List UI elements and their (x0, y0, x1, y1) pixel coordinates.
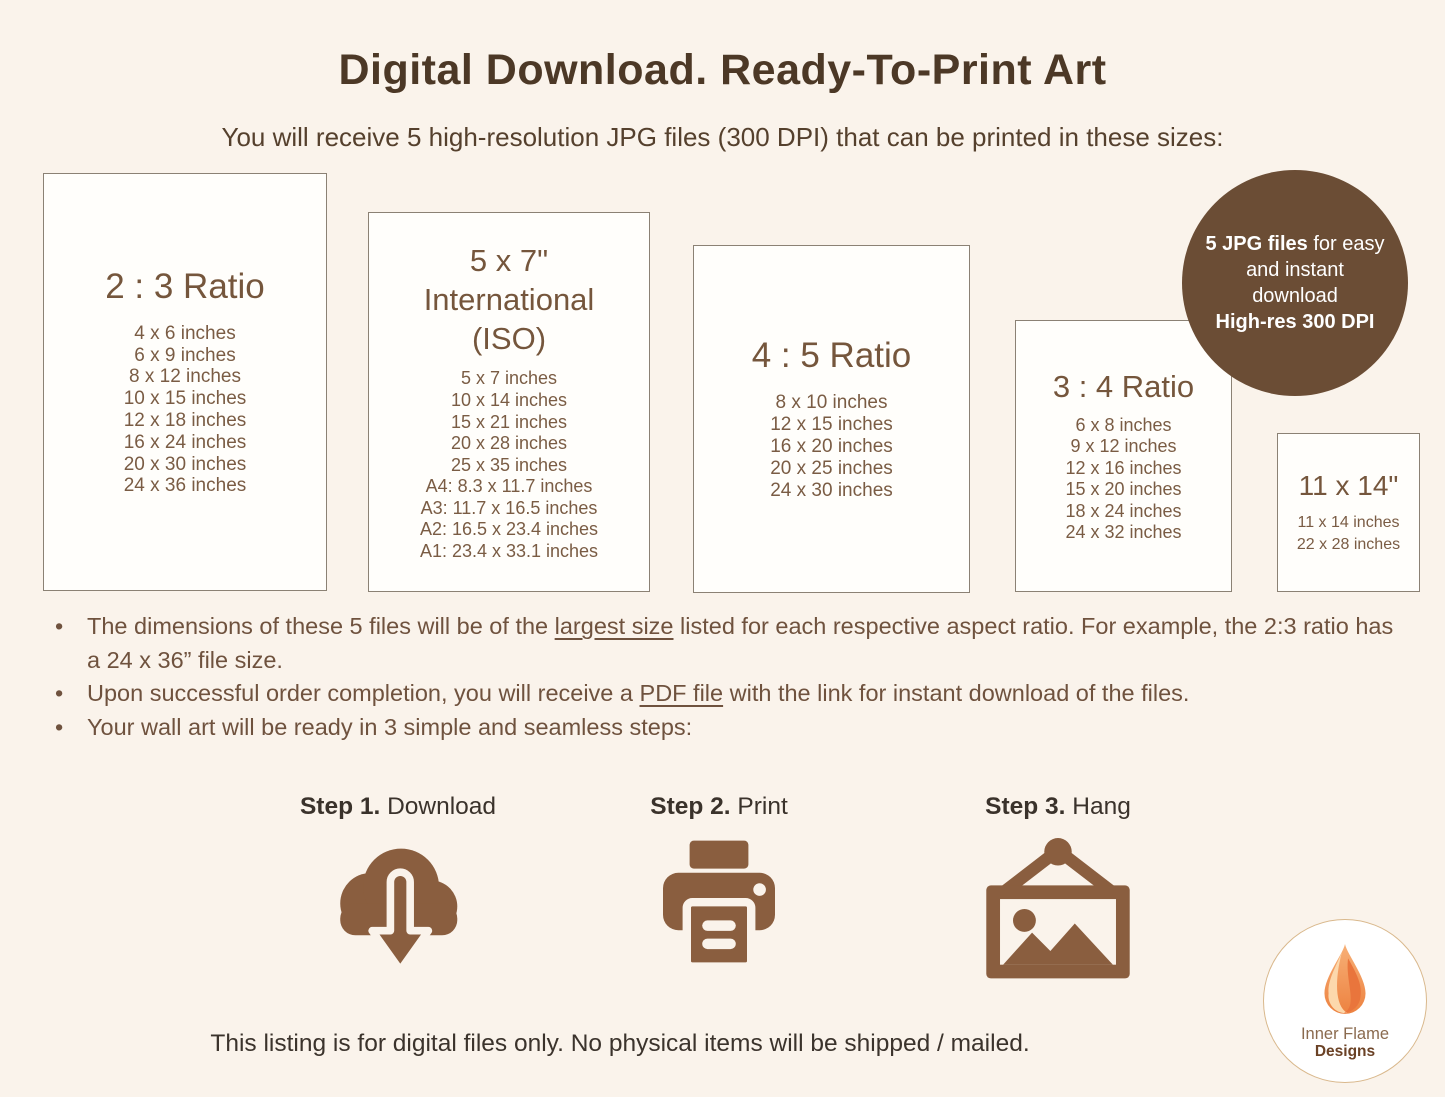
size-item: 15 x 21 inches (450, 411, 568, 432)
box-title: 3 : 4 Ratio (1052, 368, 1195, 404)
size-item: 25 x 35 inches (450, 454, 568, 475)
size-item: 11 x 14 inches (1297, 514, 1400, 531)
size-item: 12 x 15 inches (770, 414, 893, 435)
size-item: 8 x 12 inches (129, 366, 241, 388)
size-item: 22 x 28 inches (1296, 535, 1401, 553)
step-2-print (559, 793, 879, 980)
bullet-text (87, 610, 1400, 677)
size-item: 12 x 16 inches (1065, 457, 1182, 478)
bullet-text-post: with the link for instant download of the files. (723, 680, 1190, 706)
step-3-label (898, 793, 1218, 821)
step-3-hang (898, 793, 1218, 988)
badge-text (1202, 231, 1388, 335)
size-item: 20 x 30 inches (123, 453, 247, 475)
size-item: 24 x 32 inches (1065, 522, 1182, 542)
box-title: 4 : 5 Ratio (751, 336, 912, 375)
bullet-dot: • (55, 713, 64, 740)
size-item: 16 x 24 inches (123, 431, 247, 453)
size-item: 10 x 15 inches (123, 388, 247, 410)
size-item: 20 x 28 inches (450, 433, 568, 454)
bullet-text-pre: The dimensions of these 5 files will be of the (87, 613, 555, 639)
bullet-text-pre: Upon successful order completion, you will receive a (87, 680, 640, 706)
box-title (424, 241, 595, 358)
cloud-download-icon (238, 835, 558, 998)
brand-logo (1263, 919, 1427, 1083)
box-title-line: (ISO) (471, 321, 547, 357)
page-subtitle: You will receive 5 high-resolution JPG files (300 DPI) that can be printed in these sizes: (221, 122, 1224, 152)
bullet-list (55, 610, 1400, 744)
size-box-5x7-iso (368, 212, 650, 592)
step-number: Step 2. (650, 793, 731, 820)
step-number: Step 1. (299, 793, 381, 820)
size-box-11x14 (1277, 433, 1420, 592)
picture-frame-icon (898, 835, 1218, 988)
step-action: Hang (1065, 793, 1131, 820)
bullet-text-underlined: PDF file (639, 680, 724, 706)
size-list (420, 368, 598, 562)
badge-rest: for easy and instant download (1246, 233, 1385, 307)
size-list (124, 323, 247, 497)
step-2-label (559, 793, 879, 821)
printer-icon (559, 835, 879, 980)
bullet-item (55, 711, 1400, 745)
size-item: 15 x 20 inches (1065, 479, 1182, 499)
size-list (770, 392, 893, 502)
size-item: 8 x 10 inches (775, 392, 888, 413)
size-item: 24 x 30 inches (770, 480, 893, 501)
box-title: 2 : 3 Ratio (105, 266, 265, 306)
bullet-text-pre: Your wall art will be ready in 3 simple and seamless steps: (87, 713, 693, 740)
jpg-files-badge (1182, 170, 1408, 396)
page-title: Digital Download. Ready-To-Print Art (338, 46, 1107, 94)
size-item: A2: 16.5 x 23.4 inches (419, 519, 599, 540)
size-item: 9 x 12 inches (1070, 436, 1177, 456)
badge-bold-intro: 5 JPG files (1205, 233, 1308, 255)
step-action: Download (380, 793, 497, 820)
size-list (1065, 415, 1181, 544)
bullet-item (55, 610, 1400, 677)
size-box-4-5-ratio (693, 245, 970, 593)
box-title-line: International (423, 282, 595, 318)
footer-note: This listing is for digital files only. No physical items will be shipped / mailed. (210, 1030, 1030, 1057)
bullet-item (55, 677, 1400, 711)
size-item: 24 x 36 inches (123, 475, 247, 497)
box-title: 11 x 14" (1298, 470, 1399, 501)
brand-name-line2: Designs (1314, 1042, 1376, 1060)
badge-bold-footer: High-res 300 DPI (1215, 311, 1375, 333)
flame-icon (1314, 942, 1376, 1023)
size-item: 6 x 8 inches (1075, 414, 1172, 435)
step-action: Print (730, 793, 788, 820)
size-item: 12 x 18 inches (123, 410, 247, 431)
size-item: A4: 8.3 x 11.7 inches (425, 476, 593, 497)
size-item: 4 x 6 inches (134, 322, 236, 344)
size-box-2-3-ratio (43, 173, 327, 591)
size-box-3-4-ratio (1015, 320, 1232, 592)
bullet-dot: • (55, 613, 64, 639)
bullet-text (87, 677, 1189, 711)
size-item: 6 x 9 inches (134, 344, 236, 366)
step-number: Step 3. (985, 793, 1066, 820)
bullet-text-post: listed for each respective aspect ratio. For example, the 2:3 ratio has a 24 x 36” file size. (87, 613, 1394, 673)
bullet-dot: • (55, 680, 64, 706)
step-1-label (238, 793, 558, 821)
size-item: 5 x 7 inches (460, 368, 558, 389)
size-list (1297, 512, 1400, 555)
bullet-text-underlined: largest size (554, 613, 674, 639)
step-1-download (238, 793, 558, 998)
size-item: 16 x 20 inches (770, 436, 893, 457)
size-item: A3: 11.7 x 16.5 inches (420, 497, 598, 518)
size-item: A1: 23.4 x 33.1 inches (419, 541, 599, 562)
size-item: 10 x 14 inches (450, 389, 568, 410)
bullet-text (87, 711, 692, 745)
box-title-line: 5 x 7" (469, 243, 549, 279)
size-item: 20 x 25 inches (770, 458, 893, 479)
brand-name-line1: Inner Flame (1300, 1024, 1390, 1043)
size-item: 18 x 24 inches (1065, 500, 1182, 521)
